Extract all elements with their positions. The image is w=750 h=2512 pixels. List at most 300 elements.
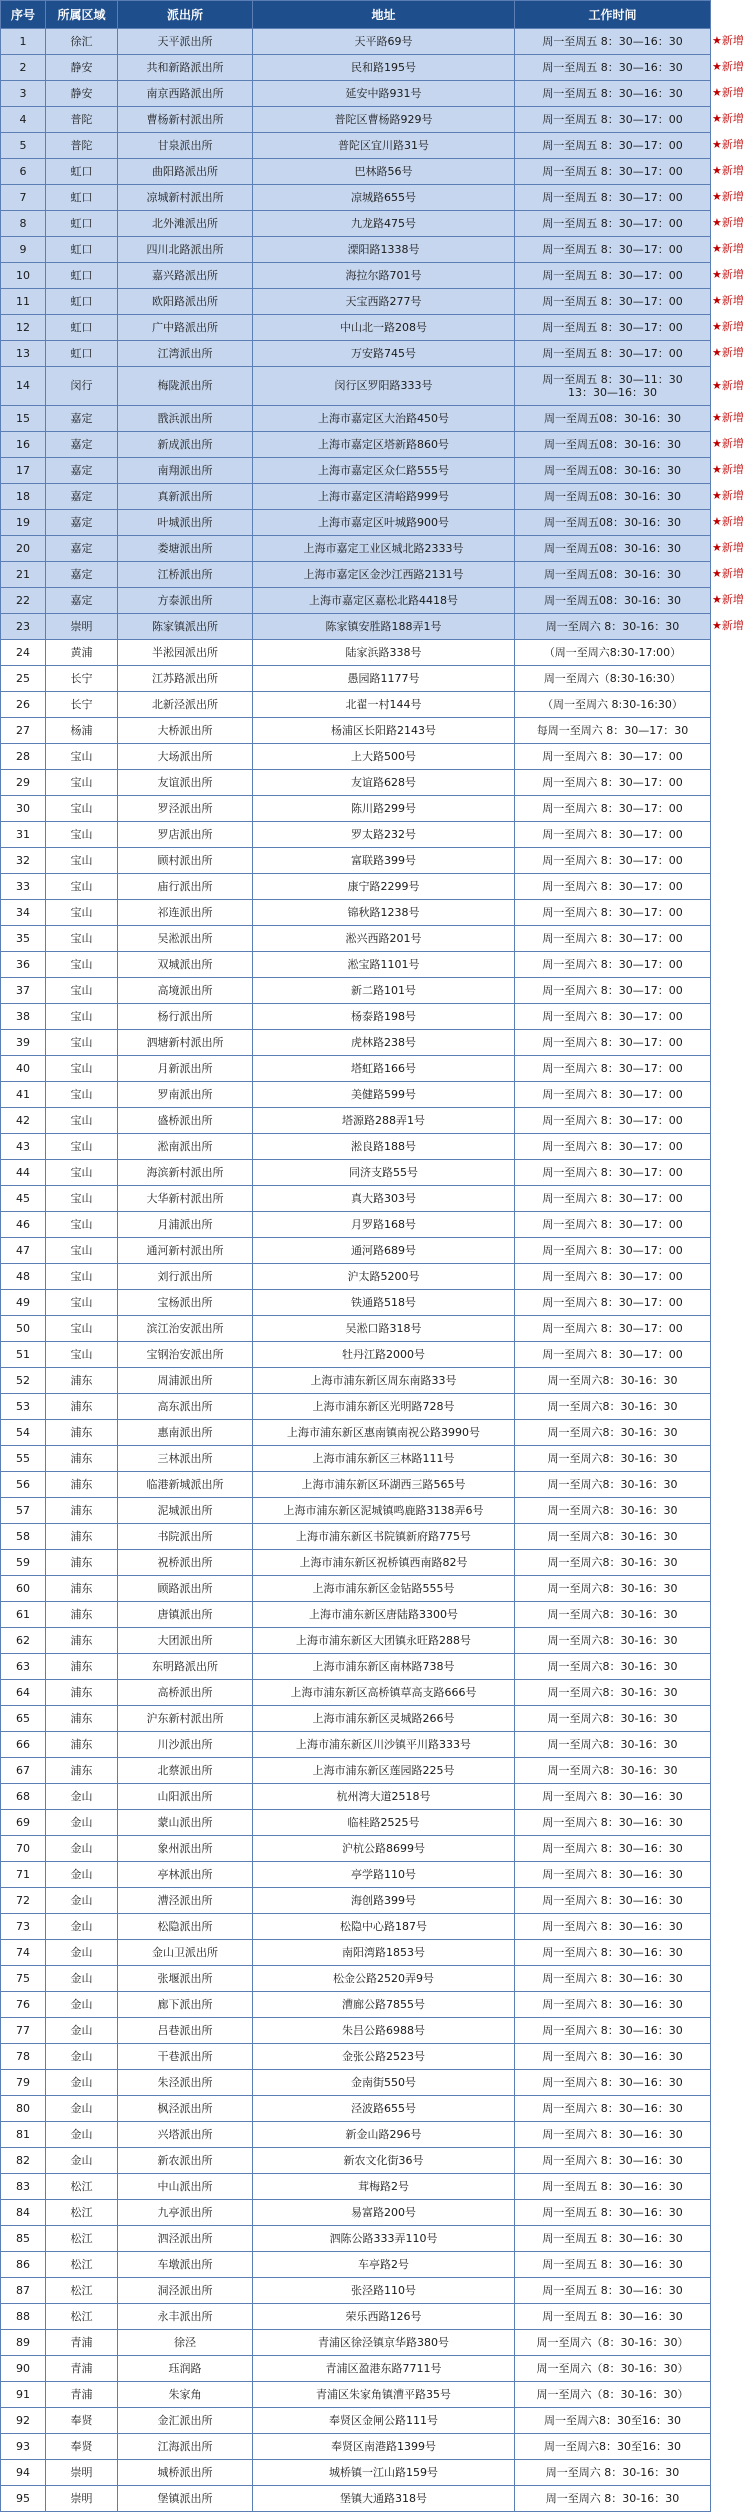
cell-no: 11 [1, 289, 46, 315]
table-row [1, 1628, 711, 1654]
cell-station: 高桥派出所 [118, 1680, 253, 1706]
table-row [1, 341, 711, 367]
cell-hours: 周一至周五 8：30—16：30 [515, 2252, 711, 2278]
cell-address: 上海市浦东新区光明路728号 [253, 1394, 515, 1420]
cell-address: 临桂路2525号 [253, 1810, 515, 1836]
cell-no: 53 [1, 1394, 46, 1420]
cell-district: 宝山 [46, 926, 118, 952]
new-tag: ★新增 [712, 489, 744, 502]
cell-district: 金山 [46, 1914, 118, 1940]
cell-no: 58 [1, 1524, 46, 1550]
cell-no: 41 [1, 1082, 46, 1108]
cell-district: 浦东 [46, 1654, 118, 1680]
cell-no: 43 [1, 1134, 46, 1160]
cell-address: 南阳湾路1853号 [253, 1940, 515, 1966]
cell-no: 61 [1, 1602, 46, 1628]
cell-station: 高境派出所 [118, 978, 253, 1004]
cell-no: 93 [1, 2434, 46, 2460]
cell-address: 通河路689号 [253, 1238, 515, 1264]
cell-address: 富联路399号 [253, 848, 515, 874]
cell-hours: 周一至周六 8：30—16：30 [515, 2148, 711, 2174]
cell-hours: 周一至周六8：30-16：30 [515, 1368, 711, 1394]
cell-hours: 周一至周六 8：30—16：30 [515, 1940, 711, 1966]
cell-hours: 周一至周五 8：30—17：00 [515, 133, 711, 159]
table-row [1, 55, 711, 81]
cell-hours: 周一至周六（8:30-16:30） [515, 666, 711, 692]
cell-district: 嘉定 [46, 562, 118, 588]
cell-address: 同济支路55号 [253, 1160, 515, 1186]
cell-station: 城桥派出所 [118, 2460, 253, 2486]
cell-address: 朱吕公路6988号 [253, 2018, 515, 2044]
cell-address: 天平路69号 [253, 29, 515, 55]
table-row [1, 263, 711, 289]
header-district: 所属区域 [46, 1, 118, 29]
cell-hours: 周一至周六 8：30—16：30 [515, 1992, 711, 2018]
cell-district: 金山 [46, 2044, 118, 2070]
cell-district: 静安 [46, 81, 118, 107]
cell-station: 江苏路派出所 [118, 666, 253, 692]
cell-address: 天宝西路277号 [253, 289, 515, 315]
new-tag: ★新增 [712, 242, 744, 255]
cell-district: 浦东 [46, 1472, 118, 1498]
cell-district: 宝山 [46, 874, 118, 900]
cell-district: 浦东 [46, 1524, 118, 1550]
new-tag: ★新增 [712, 346, 744, 359]
table-row [1, 1290, 711, 1316]
cell-hours: 周一至周六8：30-16：30 [515, 1602, 711, 1628]
cell-station: 宝钢治安派出所 [118, 1342, 253, 1368]
new-tag: ★新增 [712, 268, 744, 281]
cell-no: 92 [1, 2408, 46, 2434]
cell-hours: 周一至周五 8：30—16：30 [515, 2278, 711, 2304]
table-row [1, 1186, 711, 1212]
table-row [1, 2330, 711, 2356]
cell-no: 32 [1, 848, 46, 874]
cell-district: 松江 [46, 2278, 118, 2304]
new-tag: ★新增 [712, 411, 744, 424]
cell-address: 杨浦区长阳路2143号 [253, 718, 515, 744]
cell-address: 泗陈公路333弄110号 [253, 2226, 515, 2252]
table-row [1, 2044, 711, 2070]
cell-address: 中山北一路208号 [253, 315, 515, 341]
cell-address: 上海市浦东新区三林路111号 [253, 1446, 515, 1472]
new-tag: ★新增 [712, 320, 744, 333]
cell-district: 金山 [46, 1784, 118, 1810]
cell-no: 65 [1, 1706, 46, 1732]
table-row [1, 1082, 711, 1108]
cell-address: 易富路200号 [253, 2200, 515, 2226]
cell-no: 51 [1, 1342, 46, 1368]
cell-hours: 周一至周五 8：30—16：30 [515, 55, 711, 81]
cell-station: 盛桥派出所 [118, 1108, 253, 1134]
table-row [1, 315, 711, 341]
cell-hours: 周一至周六 8：30—17：00 [515, 1238, 711, 1264]
cell-no: 90 [1, 2356, 46, 2382]
cell-hours: 周一至周五08：30-16：30 [515, 536, 711, 562]
cell-hours: 周一至周六 8：30—17：00 [515, 1186, 711, 1212]
cell-address: 愚园路1177号 [253, 666, 515, 692]
cell-station: 象州派出所 [118, 1836, 253, 1862]
cell-station: 东明路派出所 [118, 1654, 253, 1680]
cell-hours: 周一至周五 8：30—17：00 [515, 211, 711, 237]
cell-district: 金山 [46, 1836, 118, 1862]
cell-station: 江湾派出所 [118, 341, 253, 367]
cell-no: 95 [1, 2486, 46, 2512]
table-row [1, 718, 711, 744]
cell-no: 39 [1, 1030, 46, 1056]
cell-hours: 周一至周六 8：30—17：00 [515, 1290, 711, 1316]
cell-district: 宝山 [46, 1186, 118, 1212]
cell-hours: 周一至周五 8：30—16：30 [515, 2200, 711, 2226]
table-row [1, 1134, 711, 1160]
table-row [1, 1238, 711, 1264]
cell-hours: 周一至周五 8：30—17：00 [515, 341, 711, 367]
cell-no: 60 [1, 1576, 46, 1602]
cell-address: 民和路195号 [253, 55, 515, 81]
cell-district: 浦东 [46, 1550, 118, 1576]
cell-hours: 周一至周六 8：30—16：30 [515, 2122, 711, 2148]
cell-no: 54 [1, 1420, 46, 1446]
cell-station: 通河新村派出所 [118, 1238, 253, 1264]
new-tag: ★新增 [712, 86, 744, 99]
cell-district: 崇明 [46, 2460, 118, 2486]
cell-station: 北蔡派出所 [118, 1758, 253, 1784]
cell-hours: 周一至周六 8：30—17：00 [515, 900, 711, 926]
new-tag: ★新增 [712, 515, 744, 528]
cell-district: 徐汇 [46, 29, 118, 55]
table-row [1, 289, 711, 315]
table-row [1, 81, 711, 107]
cell-district: 宝山 [46, 1082, 118, 1108]
cell-district: 虹口 [46, 211, 118, 237]
cell-station: 梅陇派出所 [118, 367, 253, 406]
cell-no: 78 [1, 2044, 46, 2070]
cell-address: 淞宝路1101号 [253, 952, 515, 978]
new-tag: ★新增 [712, 34, 744, 47]
cell-station: 吴淞派出所 [118, 926, 253, 952]
cell-hours: 周一至周五 8：30—11：30 13：30—16：30 [515, 367, 711, 406]
cell-no: 84 [1, 2200, 46, 2226]
table-row [1, 1914, 711, 1940]
cell-station: 永丰派出所 [118, 2304, 253, 2330]
cell-station: 天平派出所 [118, 29, 253, 55]
cell-hours: 周一至周六8：30-16：30 [515, 1654, 711, 1680]
cell-no: 82 [1, 2148, 46, 2174]
cell-no: 9 [1, 237, 46, 263]
table-row [1, 952, 711, 978]
cell-address: 淞良路188号 [253, 1134, 515, 1160]
table-row [1, 1992, 711, 2018]
new-tag: ★新增 [712, 216, 744, 229]
cell-hours: 周一至周六8：30-16：30 [515, 1706, 711, 1732]
cell-station: 四川北路派出所 [118, 237, 253, 263]
cell-station: 金汇派出所 [118, 2408, 253, 2434]
cell-hours: 周一至周六 8：30—17：00 [515, 822, 711, 848]
cell-no: 14 [1, 367, 46, 406]
cell-no: 49 [1, 1290, 46, 1316]
cell-no: 6 [1, 159, 46, 185]
cell-district: 宝山 [46, 848, 118, 874]
cell-station: 惠南派出所 [118, 1420, 253, 1446]
cell-station: 车墩派出所 [118, 2252, 253, 2278]
cell-address: 康宁路2299号 [253, 874, 515, 900]
cell-district: 松江 [46, 2304, 118, 2330]
cell-no: 35 [1, 926, 46, 952]
cell-address: 上海市浦东新区祝桥镇西南路82号 [253, 1550, 515, 1576]
cell-station: 刘行派出所 [118, 1264, 253, 1290]
cell-station: 方泰派出所 [118, 588, 253, 614]
cell-no: 87 [1, 2278, 46, 2304]
cell-no: 70 [1, 1836, 46, 1862]
header-station: 派出所 [118, 1, 253, 29]
cell-hours: 周一至周五 8：30—16：30 [515, 2226, 711, 2252]
cell-station: 泗泾派出所 [118, 2226, 253, 2252]
cell-station: 亭林派出所 [118, 1862, 253, 1888]
table-row [1, 848, 711, 874]
cell-address: 上海市嘉定区塔新路860号 [253, 432, 515, 458]
table-row [1, 2382, 711, 2408]
cell-hours: 周一至周六 8：30—17：00 [515, 796, 711, 822]
cell-station: 干巷派出所 [118, 2044, 253, 2070]
cell-hours: 周一至周五 8：30—17：00 [515, 237, 711, 263]
cell-district: 青浦 [46, 2382, 118, 2408]
cell-hours: 周一至周六 8：30-16：30 [515, 2486, 711, 2512]
cell-address: 北翟一村144号 [253, 692, 515, 718]
table-row [1, 536, 711, 562]
cell-station: 海滨新村派出所 [118, 1160, 253, 1186]
cell-district: 宝山 [46, 1134, 118, 1160]
cell-hours: 周一至周五 8：30—17：00 [515, 289, 711, 315]
cell-no: 42 [1, 1108, 46, 1134]
cell-station: 廊下派出所 [118, 1992, 253, 2018]
cell-no: 89 [1, 2330, 46, 2356]
cell-station: 临港新城派出所 [118, 1472, 253, 1498]
cell-no: 10 [1, 263, 46, 289]
cell-station: 金山卫派出所 [118, 1940, 253, 1966]
cell-hours: 周一至周六 8：30—17：00 [515, 848, 711, 874]
cell-no: 27 [1, 718, 46, 744]
cell-no: 26 [1, 692, 46, 718]
table-row [1, 1810, 711, 1836]
table-row [1, 1940, 711, 1966]
cell-hours: 周一至周六（8：30-16：30） [515, 2382, 711, 2408]
cell-hours: 周一至周六8：30-16：30 [515, 1472, 711, 1498]
cell-district: 宝山 [46, 1342, 118, 1368]
cell-district: 宝山 [46, 1030, 118, 1056]
cell-no: 19 [1, 510, 46, 536]
cell-district: 浦东 [46, 1602, 118, 1628]
cell-station: 顾路派出所 [118, 1576, 253, 1602]
table-row [1, 874, 711, 900]
cell-district: 崇明 [46, 2486, 118, 2512]
cell-district: 虹口 [46, 185, 118, 211]
cell-district: 黄浦 [46, 640, 118, 666]
cell-address: 上海市嘉定工业区城北路2333号 [253, 536, 515, 562]
cell-district: 普陀 [46, 107, 118, 133]
table-row [1, 185, 711, 211]
cell-no: 62 [1, 1628, 46, 1654]
new-tag: ★新增 [712, 138, 744, 151]
cell-address: 上海市浦东新区灵城路266号 [253, 1706, 515, 1732]
cell-hours: 周一至周六 8：30—16：30 [515, 1862, 711, 1888]
cell-address: 普陀区宜川路31号 [253, 133, 515, 159]
table-row [1, 1524, 711, 1550]
table-row [1, 133, 711, 159]
cell-address: 淞兴西路201号 [253, 926, 515, 952]
cell-address: 上海市嘉定区嘉松北路4418号 [253, 588, 515, 614]
cell-address: 上海市嘉定区清峪路999号 [253, 484, 515, 510]
cell-district: 金山 [46, 2070, 118, 2096]
table-body [1, 29, 711, 2512]
table-row [1, 1056, 711, 1082]
cell-hours: 周一至周六 8：30—17：00 [515, 926, 711, 952]
cell-address: 松金公路2520弄9号 [253, 1966, 515, 1992]
table-row [1, 1888, 711, 1914]
cell-station: 高东派出所 [118, 1394, 253, 1420]
cell-hours: 周一至周五08：30-16：30 [515, 588, 711, 614]
new-tag: ★新增 [712, 294, 744, 307]
cell-address: 亭学路110号 [253, 1862, 515, 1888]
cell-district: 金山 [46, 1992, 118, 2018]
cell-no: 24 [1, 640, 46, 666]
cell-district: 崇明 [46, 614, 118, 640]
cell-station: 嘉兴路派出所 [118, 263, 253, 289]
table-row [1, 614, 711, 640]
cell-address: 上海市浦东新区莲园路225号 [253, 1758, 515, 1784]
cell-hours: 周一至周六8：30-16：30 [515, 1576, 711, 1602]
cell-no: 48 [1, 1264, 46, 1290]
table-row [1, 1966, 711, 1992]
cell-station: 珏润路 [118, 2356, 253, 2382]
cell-hours: 周一至周五08：30-16：30 [515, 432, 711, 458]
cell-address: 海拉尔路701号 [253, 263, 515, 289]
cell-district: 金山 [46, 2148, 118, 2174]
table-row [1, 2434, 711, 2460]
new-tag: ★新增 [712, 541, 744, 554]
cell-address: 陈川路299号 [253, 796, 515, 822]
cell-district: 松江 [46, 2252, 118, 2278]
cell-no: 72 [1, 1888, 46, 1914]
table-row [1, 900, 711, 926]
table-row [1, 1212, 711, 1238]
cell-hours: 周一至周六 8：30-16：30 [515, 614, 711, 640]
cell-station: 甘泉派出所 [118, 133, 253, 159]
cell-no: 57 [1, 1498, 46, 1524]
table-row [1, 1550, 711, 1576]
cell-no: 47 [1, 1238, 46, 1264]
table-row [1, 926, 711, 952]
cell-no: 64 [1, 1680, 46, 1706]
cell-address: 新二路101号 [253, 978, 515, 1004]
cell-district: 宝山 [46, 1290, 118, 1316]
cell-district: 长宁 [46, 692, 118, 718]
cell-no: 66 [1, 1732, 46, 1758]
table-row [1, 588, 711, 614]
cell-address: 青浦区朱家角镇漕平路35号 [253, 2382, 515, 2408]
cell-no: 7 [1, 185, 46, 211]
cell-hours: 周一至周六8：30-16：30 [515, 1680, 711, 1706]
cell-address: 普陀区曹杨路929号 [253, 107, 515, 133]
table-row [1, 1498, 711, 1524]
cell-station: 大场派出所 [118, 744, 253, 770]
cell-hours: 周一至周六 8：30—17：00 [515, 1316, 711, 1342]
cell-address: 锦秋路1238号 [253, 900, 515, 926]
cell-district: 宝山 [46, 1316, 118, 1342]
cell-district: 宝山 [46, 1264, 118, 1290]
cell-station: 真新派出所 [118, 484, 253, 510]
cell-no: 68 [1, 1784, 46, 1810]
new-tag: ★新增 [712, 164, 744, 177]
cell-address: 上海市浦东新区川沙镇平川路333号 [253, 1732, 515, 1758]
cell-no: 15 [1, 406, 46, 432]
table-row [1, 2122, 711, 2148]
table-row [1, 1446, 711, 1472]
cell-station: 吕巷派出所 [118, 2018, 253, 2044]
cell-station: 洞泾派出所 [118, 2278, 253, 2304]
cell-district: 松江 [46, 2226, 118, 2252]
cell-district: 杨浦 [46, 718, 118, 744]
cell-no: 88 [1, 2304, 46, 2330]
cell-hours: 周一至周六 8：30—16：30 [515, 2096, 711, 2122]
cell-no: 3 [1, 81, 46, 107]
cell-no: 5 [1, 133, 46, 159]
cell-hours: 周一至周五 8：30—17：00 [515, 263, 711, 289]
cell-hours: 周一至周五 8：30—16：30 [515, 29, 711, 55]
cell-address: 友谊路628号 [253, 770, 515, 796]
cell-no: 29 [1, 770, 46, 796]
new-tag: ★新增 [712, 619, 744, 632]
cell-hours: 周一至周五 8：30—16：30 [515, 2304, 711, 2330]
cell-hours: （周一至周六 8:30-16:30） [515, 692, 711, 718]
cell-station: 泗塘新村派出所 [118, 1030, 253, 1056]
new-tag: ★新增 [712, 437, 744, 450]
cell-hours: 周一至周六 8：30—16：30 [515, 1888, 711, 1914]
cell-station: 新成派出所 [118, 432, 253, 458]
cell-hours: 周一至周六 8：30—16：30 [515, 1784, 711, 1810]
cell-district: 浦东 [46, 1680, 118, 1706]
cell-hours: 周一至周六8：30-16：30 [515, 1420, 711, 1446]
cell-address: 青浦区徐泾镇京华路380号 [253, 2330, 515, 2356]
cell-no: 21 [1, 562, 46, 588]
cell-district: 宝山 [46, 900, 118, 926]
cell-address: 上海市嘉定区金沙江西路2131号 [253, 562, 515, 588]
cell-address: 罗太路232号 [253, 822, 515, 848]
table-row [1, 1160, 711, 1186]
cell-district: 宝山 [46, 1108, 118, 1134]
cell-station: 兴塔派出所 [118, 2122, 253, 2148]
table-row [1, 1836, 711, 1862]
table-row [1, 978, 711, 1004]
cell-no: 20 [1, 536, 46, 562]
cell-no: 30 [1, 796, 46, 822]
cell-district: 宝山 [46, 1004, 118, 1030]
cell-station: 枫泾派出所 [118, 2096, 253, 2122]
cell-district: 虹口 [46, 237, 118, 263]
cell-district: 宝山 [46, 796, 118, 822]
table-row [1, 159, 711, 185]
table-row [1, 1316, 711, 1342]
header-no: 序号 [1, 1, 46, 29]
cell-address: 茸梅路2号 [253, 2174, 515, 2200]
cell-address: 车亭路2号 [253, 2252, 515, 2278]
table-row [1, 640, 711, 666]
table-row [1, 1732, 711, 1758]
cell-station: 三林派出所 [118, 1446, 253, 1472]
table-row [1, 1576, 711, 1602]
cell-no: 75 [1, 1966, 46, 1992]
cell-address: 九龙路475号 [253, 211, 515, 237]
cell-address: 金南街550号 [253, 2070, 515, 2096]
